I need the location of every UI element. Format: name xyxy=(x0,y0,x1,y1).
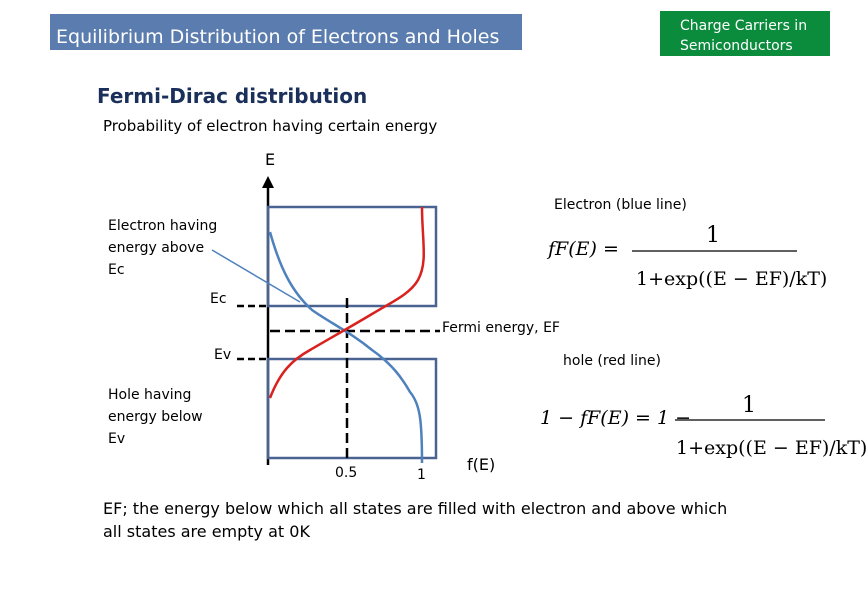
eq1-lhs: fF(E) = xyxy=(548,238,619,260)
hole-curve-label: hole (red line) xyxy=(563,353,661,369)
topic-badge-label: Charge Carriers in Semiconductors xyxy=(680,18,808,54)
tick-label-half: 0.5 xyxy=(335,465,358,481)
energy-axis-arrowhead xyxy=(262,176,274,188)
tick-label-one: 1 xyxy=(417,467,426,483)
slide-title: Equilibrium Distribution of Electrons and Holes xyxy=(56,26,500,48)
eq2-denominator: 1+exp((E − EF)/kT) xyxy=(676,437,867,459)
ev-label: Ev xyxy=(214,347,232,363)
eq2-numerator: 1 xyxy=(742,393,756,418)
electron-curve-label: Electron (blue line) xyxy=(554,197,687,213)
eq1-denominator: 1+exp((E − EF)/kT) xyxy=(636,268,828,290)
eq2-lhs: 1 − fF(E) = 1 − xyxy=(540,407,692,429)
fermi-energy-label: Fermi energy, EF xyxy=(442,320,560,336)
electron-above-ec-label: Electron having energy above Ec xyxy=(108,218,218,278)
section-subheading: Probability of electron having certain energy xyxy=(103,117,438,135)
eq1-numerator: 1 xyxy=(706,223,720,248)
valence-band-box xyxy=(268,359,436,458)
conduction-band-box xyxy=(268,207,436,306)
hole-below-ev-label: Hole having energy below Ev xyxy=(108,387,203,447)
energy-axis-label: E xyxy=(265,150,276,169)
section-heading: Fermi-Dirac distribution xyxy=(97,84,368,108)
probability-axis-label: f(E) xyxy=(467,455,496,474)
footer-explanation: EF; the energy below which all states are filled with electron and above which all states are empty at 0K xyxy=(103,499,728,541)
ec-label: Ec xyxy=(210,291,227,307)
